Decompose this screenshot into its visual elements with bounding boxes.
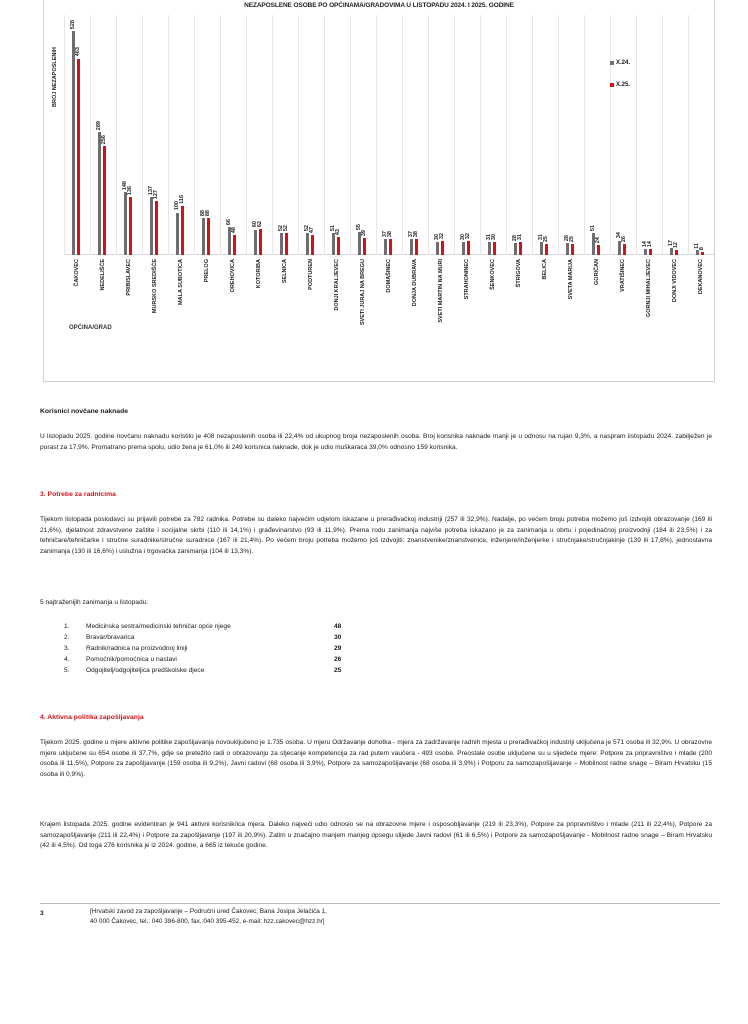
chart-data-label: 55	[356, 223, 362, 230]
chart-bar	[675, 250, 678, 255]
chart-data-label: 8	[699, 246, 705, 250]
chart-data-label: 48	[231, 226, 237, 233]
chart-gridline	[246, 15, 247, 255]
chart-bar	[597, 245, 600, 255]
chart-data-label: 51	[330, 225, 336, 232]
chart-data-label: 11	[694, 242, 700, 249]
chart-bar	[566, 243, 569, 255]
chart-data-label: 26	[621, 235, 627, 242]
chart-data-label: 148	[122, 181, 128, 191]
chart-data-label: 66	[226, 218, 232, 225]
chart-gridline	[376, 15, 377, 255]
chart-data-label: 30	[434, 234, 440, 241]
chart-gridline	[532, 15, 533, 255]
chart-data-label: 88	[205, 209, 211, 216]
chart-bar	[670, 248, 673, 255]
chart-bar	[72, 31, 75, 255]
chart-bar	[488, 242, 491, 255]
list-value: 30	[334, 634, 342, 641]
chart-data-label: 32	[439, 233, 445, 240]
list-item	[64, 621, 364, 632]
page-number: 3	[40, 910, 44, 917]
chart-bar	[77, 59, 80, 255]
chart-x-tick-label: SVETI JURAJ NA BREGU	[360, 259, 366, 326]
chart-x-tick-label: DOMAŠINEC	[386, 259, 392, 293]
chart-bar	[696, 250, 699, 255]
chart-bar	[441, 241, 444, 255]
chart-data-label: 12	[673, 241, 679, 248]
section-heading: 3. Potrebe za radnicima	[40, 491, 116, 498]
chart-x-tick-label: DEKANOVEC	[698, 259, 704, 295]
chart-data-label: 52	[304, 224, 310, 231]
chart-data-label: 31	[486, 233, 492, 240]
footer-line-2: 40 000 Čakovec, tel.: 040 396-800, fax.:040 395-452, e-mail: hzz.cakovec@hzz.hr]	[90, 918, 325, 925]
list-item	[64, 632, 364, 643]
chart-x-tick-label: ŠTRIGOVA	[516, 259, 522, 288]
chart-bar	[103, 146, 106, 255]
chart-data-label: 38	[413, 230, 419, 237]
chart-data-label: 25	[543, 236, 549, 243]
chart-gridline	[506, 15, 507, 255]
section-potrebe	[40, 490, 712, 501]
chart-data-label: 52	[278, 224, 284, 231]
chart-gridline	[350, 15, 351, 255]
chart-gridline	[558, 15, 559, 255]
chart-bar	[332, 233, 335, 255]
legend-swatch-red-icon	[610, 83, 614, 87]
chart-bar	[467, 241, 470, 255]
chart-bar	[493, 242, 496, 255]
chart-bar	[124, 192, 127, 255]
chart-x-tick-label: GORNJI MIHALJEVEC	[646, 259, 652, 318]
list-value: 29	[334, 645, 342, 652]
chart-bar	[311, 235, 314, 255]
list-label: Pomoćnik/pomoćnica u nastavi	[86, 656, 177, 663]
chart-bar	[337, 237, 340, 255]
chart-x-tick-label: SVETA MARIJA	[568, 259, 574, 300]
chart-bar	[623, 244, 626, 255]
chart-container	[43, 0, 715, 382]
chart-x-tick-label: ŠENKOVEC	[490, 259, 496, 290]
chart-bar	[436, 242, 439, 255]
chart-x-tick-label: KOTORIBA	[256, 259, 262, 289]
chart-x-tick-label: DONJI KRALJEVEC	[334, 259, 340, 311]
chart-x-tick-label: SELNICA	[282, 259, 288, 284]
chart-bar	[514, 243, 517, 255]
chart-data-label: 528	[70, 19, 76, 29]
list-label: Odgojitelj/odgojiteljica predškolske djece	[86, 667, 205, 674]
chart-bar	[176, 213, 179, 255]
chart-gridline	[90, 15, 91, 255]
top5-intro: 5 najtraženijih zanimanja u listopadu:	[40, 599, 149, 606]
list-label: Radnik/radnica na proizvodnoj liniji	[86, 645, 188, 652]
list-number: 1.	[64, 623, 70, 630]
chart-gridline	[220, 15, 221, 255]
paragraph-potrebe: Tijekom listopada poslodavci su prijavili potrebe za 782 radnika. Potrebe su daleko najvećim udjelom iskazane u prerađivačkoj industriji (257 ili 32,9%). Nadalje, po većem broju potreba možemo još izdvojiti obrazovanje (169 ili 21,6%), djelatnost zdravstvene zaštite i socijalne skrbi (110 ili 14,1%) i građevinarstvo (93 ili 11,9%). Prema rodu zanimanja najviše potreba iskazano je za zanimanja u obrtu i pojedinačnoj proizvodnji (184 ili 23,5%) i za tehničare/tehničarke i stručne suradnike/stručne suradnice (167 ili 21,4%). Po većem broju potreba možemo još izdvojiti: znanstvenike/znanstvenice, inženjere/inženjerke i stručnjake/stručnjakinje (139 ili 17,8%), jednostavna zanimanja (130 ili 16,6%) i uslužna i trgovačka zanimanja (104 ili 13,3%).	[40, 516, 712, 555]
list-number: 3.	[64, 645, 70, 652]
chart-x-tick-label: ČAKOVEC	[74, 259, 80, 287]
chart-data-label: 136	[127, 186, 133, 196]
chart-bar	[618, 241, 621, 255]
chart-data-label: 60	[252, 221, 258, 228]
chart-bar	[285, 233, 288, 255]
chart-x-tick-label: DONJA DUBRAVA	[412, 259, 418, 307]
chart-y-axis-label: BROJ NEZAPOSLENIH	[52, 47, 58, 107]
chart-x-tick-label: OREHOVICA	[230, 259, 236, 293]
chart-bar	[181, 206, 184, 255]
chart-data-label: 88	[200, 209, 206, 216]
paragraph-aktivna-1: Tijekom 2025. godine u mjere aktivne politike zapošljavanja novouključeno je 1.735 osoba. U mjeru Održavanje dohotka - mjera za zadržavanje radnih mjesta u prerađivačkoj industriji uključena je 571 osoba ili 32,9%. U obrazovne mjere uključene su 654 osobe ili 37,7%, gdje se pretežito radi o obrazovanju za stjecanje kompetencija za rad putem vaučera - 493 osobe. Preostale osobe uključene su u sljedeće mjere: Potpore za pripravništvo i mlade (200 osoba ili 11,5%), Potpore za zapošljavanje (159 osoba ili 9,2%), Javni radovi (68 osoba ili 3,9%), Potpore za samozapošljavanje (68 osoba ili 3,9%) i Potporu za samozapošljavanje – Mobilnost radne snage – Biram Hrvatsku (15 osoba ili 0,9%).	[40, 739, 712, 778]
chart-data-label: 24	[595, 236, 601, 243]
chart-data-label: 127	[153, 189, 159, 200]
legend-item-2025	[610, 79, 630, 90]
chart-bar	[519, 242, 522, 255]
chart-data-label: 256	[101, 135, 107, 145]
chart-data-label: 28	[564, 235, 570, 242]
chart-data-label: 31	[538, 233, 544, 240]
chart-data-label: 137	[148, 185, 154, 195]
chart-gridline	[662, 15, 663, 255]
chart-data-label: 47	[309, 226, 315, 234]
list-value: 26	[334, 656, 342, 663]
chart-gridline	[64, 15, 65, 255]
chart-x-tick-label: MURSKO SREDIŠĆE	[152, 259, 158, 314]
chart-data-label: 116	[179, 194, 185, 204]
chart-data-label: 14	[642, 240, 648, 248]
list-item	[64, 643, 364, 654]
chart-data-label: 51	[590, 225, 596, 232]
chart-bar	[280, 233, 283, 255]
chart-gridline	[116, 15, 117, 255]
chart-x-tick-label: SVETI MARTIN NA MURI	[438, 259, 444, 323]
chart-data-label: 62	[257, 220, 263, 227]
list-value: 25	[334, 667, 342, 674]
list-number: 5.	[64, 667, 70, 674]
chart-data-label: 32	[465, 233, 471, 240]
section-aktivna	[40, 713, 712, 724]
list-label: Bravar/bravarica	[86, 634, 135, 641]
chart-gridline	[194, 15, 195, 255]
chart-data-label: 30	[460, 234, 466, 241]
chart-data-label: 28	[512, 235, 518, 242]
chart-x-tick-label: PODTUREN	[308, 259, 314, 290]
chart-bar	[410, 239, 413, 255]
chart-x-tick-label: VRATIŠINEC	[620, 259, 626, 292]
chart-plot-area	[64, 15, 714, 255]
chart-data-label: 52	[283, 224, 289, 231]
chart-x-tick-label: PRELOG	[204, 259, 210, 283]
list-item	[64, 665, 364, 676]
chart-legend	[610, 57, 630, 101]
chart-gridline	[688, 15, 689, 255]
chart-data-label: 43	[335, 228, 341, 235]
section-heading: Korisnici novčane naknade	[40, 408, 129, 415]
chart-bar	[701, 252, 704, 255]
chart-x-tick-label: BELICA	[542, 259, 548, 280]
chart-bar	[571, 244, 574, 255]
chart-x-tick-label: STRAHONINEC	[464, 259, 470, 300]
chart-bar	[259, 229, 262, 255]
chart-data-label: 39	[361, 230, 367, 237]
chart-x-tick-label: GORIČAN	[594, 259, 600, 285]
chart-bar	[649, 249, 652, 255]
chart-data-label: 25	[569, 236, 575, 243]
chart-gridline	[324, 15, 325, 255]
chart-data-label: 37	[382, 231, 388, 238]
chart-gridline	[142, 15, 143, 255]
chart-bar	[207, 218, 210, 255]
chart-bar	[415, 239, 418, 255]
footer-divider	[40, 903, 720, 904]
section-heading: 4. Aktivna politika zapošljavanja	[40, 714, 144, 721]
list-item	[64, 654, 364, 665]
chart-gridline	[272, 15, 273, 255]
chart-bar	[545, 244, 548, 255]
chart-bar	[129, 197, 132, 255]
chart-x-tick-label: NEDELIŠĆE	[100, 259, 106, 291]
chart-bar	[98, 132, 101, 255]
chart-bar	[389, 239, 392, 255]
chart-bar	[644, 249, 647, 255]
chart-bar	[233, 235, 236, 255]
chart-data-label: 463	[75, 47, 81, 57]
chart-data-label: 31	[517, 233, 523, 240]
legend-label: X.24.	[616, 59, 631, 66]
top5-list	[64, 621, 364, 676]
chart-data-label: 38	[387, 230, 393, 237]
footer-address	[90, 907, 327, 927]
chart-data-label: 30	[491, 234, 497, 241]
list-label: Medicinska sestra/medicinski tehničar opće njege	[86, 623, 231, 630]
chart-bar	[363, 238, 366, 255]
chart-bar	[202, 218, 205, 255]
list-value: 48	[334, 623, 342, 630]
chart-bar	[306, 233, 309, 255]
chart-x-axis-title: OPĆINA/GRAD	[69, 325, 112, 331]
chart-bar	[150, 197, 153, 255]
chart-data-label: 17	[668, 239, 674, 246]
chart-bar	[254, 230, 257, 255]
legend-item-2024	[610, 57, 630, 68]
paragraph-korisnici: U listopadu 2025. godine novčanu naknadu koristilo je 408 nezaposlenih osoba ili 22,4% od ukupnog broja nezaposlenih osoba. Broj korisnika naknade manji je u odnosu na rujan 9,3%, a naspram listopadu 2024. zabilježen je porast za 17,9%. Promatrano prema spolu, udio žena je 61,0% ili 249 korisnica naknade, dok je udio muškaraca 39,0% odnosno 159 korisnika.	[40, 433, 712, 451]
chart-gridline	[480, 15, 481, 255]
list-number: 2.	[64, 634, 70, 641]
chart-title: NEZAPOSLENE OSOBE PO OPĆINAMA/GRADOVIMA U LISTOPADU 2024. I 2025. GODINE	[244, 2, 514, 9]
footer-line-1: [Hrvatski zavod za zapošljavanje – Područni ured Čakovec, Bana Josipa Jelačića 1,	[90, 908, 327, 915]
chart-bar	[384, 239, 387, 255]
chart-bar	[155, 201, 158, 255]
chart-gridline	[298, 15, 299, 255]
chart-gridline	[428, 15, 429, 255]
chart-gridline	[636, 15, 637, 255]
chart-bar	[462, 242, 465, 255]
chart-data-label: 34	[616, 232, 622, 239]
legend-label: X.25.	[616, 81, 631, 88]
chart-data-label: 100	[174, 201, 180, 211]
chart-data-label: 37	[408, 231, 414, 238]
chart-gridline	[454, 15, 455, 255]
chart-gridline	[584, 15, 585, 255]
chart-gridline	[610, 15, 611, 255]
chart-x-tick-label: DONJI VIDOVEC	[672, 259, 678, 303]
chart-data-label: 14	[647, 240, 653, 248]
chart-gridline	[168, 15, 169, 255]
chart-x-tick-label: PRIBISLAVEC	[126, 259, 132, 296]
section-korisnici	[40, 407, 712, 418]
chart-bar	[540, 242, 543, 255]
chart-gridline	[402, 15, 403, 255]
legend-swatch-gray-icon	[610, 61, 614, 65]
paragraph-aktivna-2: Krajem listopada 2025. godine evidentiran je 941 aktivni korisnik/ica mjera. Daleko najveći udio odnosio se na obrazovne mjere i osposobljavanje (219 ili 23,3%), Potpore za pripravništvo i mlade (211 ili 22,4%), Potpore za samozapošljavanje (211 ili 22,4%) i Potpore za zapošljavanje (197 ili 20,9%). Zatim u značajno manjem manjeg opsegu slijede Javni radovi (61 ili 6,5%) i Potpore za samozapošljavanje - Mobilnost radne snage – Biram Hrvatsku (42 ili 4,5%). Od toga 276 korisnika je iz 2024. godine, a 665 iz tekuće godine.	[40, 821, 712, 850]
chart-x-tick-label: MALA SUBOTICA	[178, 259, 184, 305]
chart-data-label: 289	[96, 121, 102, 131]
list-number: 4.	[64, 656, 70, 663]
